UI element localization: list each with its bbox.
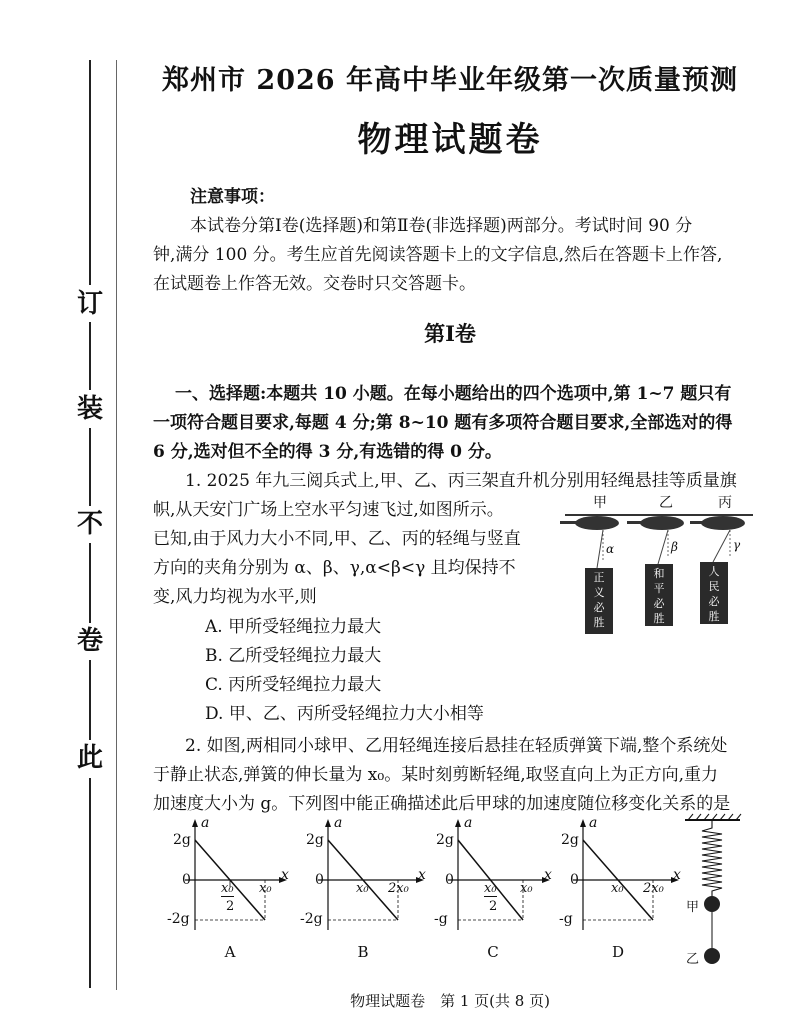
tick-x0-half: x₀	[484, 881, 497, 896]
ball-yi	[704, 948, 720, 964]
section-title: 第Ⅰ卷	[424, 321, 476, 346]
margin-rule	[116, 60, 117, 990]
helicopter-icon	[560, 515, 630, 530]
notice-heading: 注意事项：	[190, 187, 275, 207]
graph-label-a: A	[224, 943, 236, 961]
q1-option-d: D. 甲、乙、丙所受轻绳拉力大小相等	[205, 704, 484, 724]
angle-gamma: γ	[733, 538, 741, 552]
q2-stem: 2. 如图,两相同小球甲、乙用轻绳连接后悬挂在轻质弹簧下端,整个系统处	[185, 736, 728, 756]
axis-x: x	[281, 867, 289, 883]
ball-label-jia: 甲	[686, 900, 700, 915]
ytick-zero: 0	[570, 872, 579, 888]
q1-stem: 1. 2025 年九三阅兵式上,甲、乙、丙三架直升机分别用轻绳悬挂等质量旗	[185, 471, 737, 491]
heli-label-jia: 甲	[593, 495, 607, 511]
binding-line	[89, 543, 91, 623]
helicopter-figure	[555, 490, 755, 640]
binding-line	[89, 60, 91, 285]
heli-label-bing: 丙	[718, 495, 732, 511]
graph-label-d: D	[611, 943, 625, 961]
axis-x: x	[544, 867, 552, 883]
q1-stem: 帜,从天安门广场上空水平匀速飞过,如图所示。	[153, 500, 504, 520]
tick-2x0: 2x₀	[643, 881, 664, 896]
paper-title: 物理试题卷	[357, 120, 543, 160]
angle-alpha: α	[606, 542, 615, 556]
ytick-bottom: -2g	[300, 911, 323, 927]
binding-char: 卷	[74, 625, 106, 657]
ytick-bottom: -g	[559, 911, 573, 927]
instruction-line: 一项符合题目要求,每题 4 分;第 8~10 题有多项符合题目要求,全部选对的得	[153, 413, 733, 433]
axis-x: x	[673, 867, 681, 883]
graph-a	[165, 815, 290, 965]
q1-stem: 方向的夹角分别为 α、β、γ,α<β<γ 且均保持不	[153, 558, 516, 578]
axis-a: a	[464, 815, 473, 831]
tick-x0: x₀	[356, 881, 369, 896]
ytick-zero: 0	[445, 872, 454, 888]
tick-x0: x₀	[259, 881, 272, 896]
binding-line	[89, 322, 91, 390]
ytick-top: 2g	[306, 832, 324, 848]
binding-char: 此	[74, 742, 106, 774]
tick-frac-2: 2	[226, 899, 235, 914]
instruction-line: 6 分,选对但不全的得 3 分,有选错的得 0 分。	[153, 442, 502, 462]
binding-char: 不	[74, 508, 106, 540]
axis-a: a	[589, 815, 598, 831]
angle-beta: β	[671, 540, 678, 554]
banner-text-3: 人 民 必 胜	[708, 565, 720, 623]
q2-stem: 加速度大小为 g。下列图中能正确描述此后甲球的加速度随位移变化关系的是	[153, 794, 731, 814]
spring-figure	[680, 812, 750, 972]
ytick-zero: 0	[315, 872, 324, 888]
axis-a: a	[334, 815, 343, 831]
ytick-bottom: -2g	[167, 911, 190, 927]
binding-char: 订	[74, 288, 106, 320]
q1-stem: 变,风力均视为水平,则	[153, 587, 317, 607]
ytick-top: 2g	[436, 832, 454, 848]
binding-line	[89, 778, 91, 988]
q1-option-c: C. 丙所受轻绳拉力最大	[205, 675, 382, 695]
axis-x: x	[418, 867, 426, 883]
exam-title: 郑州市 2026 年高中毕业年级第一次质量预测	[162, 65, 738, 96]
helicopter-icon	[690, 515, 753, 530]
notice-line: 在试题卷上作答无效。交卷时只交答题卡。	[153, 274, 476, 294]
tick-2x0: 2x₀	[388, 881, 409, 896]
q1-option-a: A. 甲所受轻绳拉力最大	[205, 617, 382, 637]
binding-line	[89, 660, 91, 740]
banner-text-1: 正 义 必 胜	[593, 571, 605, 629]
ytick-top: 2g	[561, 832, 579, 848]
ytick-zero: 0	[182, 872, 191, 888]
binding-line	[89, 428, 91, 506]
graph-c	[428, 815, 553, 965]
notice-line: 本试卷分第Ⅰ卷(选择题)和第Ⅱ卷(非选择题)两部分。考试时间 90 分	[190, 216, 693, 236]
graph-b	[298, 815, 428, 965]
tick-frac-2: 2	[489, 899, 498, 914]
instruction-line: 一、选择题:本题共 10 小题。在每小题给出的四个选项中,第 1~7 题只有	[175, 384, 732, 404]
q2-stem: 于静止状态,弹簧的伸长量为 x₀。某时刻剪断轻绳,取竖直向上为正方向,重力	[153, 765, 719, 785]
page-footer: 物理试题卷 第 1 页(共 8 页)	[350, 992, 550, 1010]
ball-label-yi: 乙	[686, 952, 700, 967]
ball-jia	[704, 896, 720, 912]
graph-d	[553, 815, 683, 965]
q1-option-b: B. 乙所受轻绳拉力最大	[205, 646, 382, 666]
notice-line: 钟,满分 100 分。考生应首先阅读答题卡上的文字信息,然后在答题卡上作答,	[153, 245, 723, 265]
ytick-top: 2g	[173, 832, 191, 848]
ytick-bottom: -g	[434, 911, 448, 927]
heli-label-yi: 乙	[659, 495, 673, 511]
binding-char: 装	[74, 393, 106, 425]
q1-stem: 已知,由于风力大小不同,甲、乙、丙的轻绳与竖直	[153, 529, 521, 549]
graph-label-c: C	[487, 943, 499, 961]
helicopter-icon	[627, 515, 695, 530]
banner-text-2: 和 平 必 胜	[653, 567, 665, 625]
tick-x0: x₀	[520, 881, 533, 896]
graph-label-b: B	[357, 943, 369, 961]
tick-x0: x₀	[611, 881, 624, 896]
axis-a: a	[201, 815, 210, 831]
tick-x0-half: x₀	[221, 881, 234, 896]
